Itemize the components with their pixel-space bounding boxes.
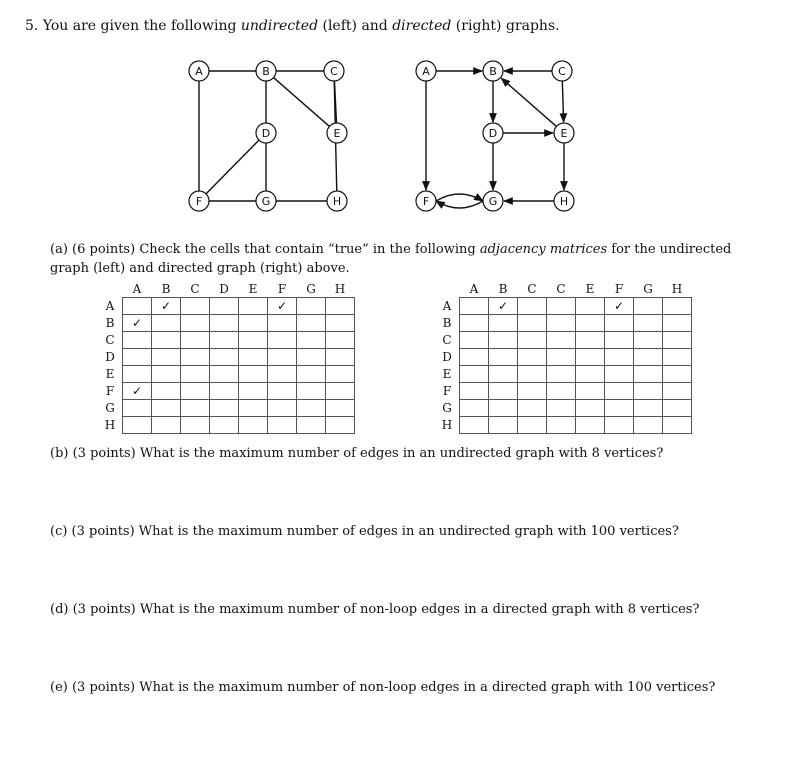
right-matrix-cell-3-5[interactable] — [605, 349, 634, 366]
left-matrix-row-C — [98, 332, 355, 349]
left-matrix-cell-3-6[interactable] — [297, 349, 326, 366]
node-label-H: H — [332, 195, 342, 208]
right-matrix-cell-6-2[interactable] — [518, 400, 547, 417]
edge-E-B — [501, 78, 556, 126]
right-matrix-row-header-D: D — [442, 350, 452, 364]
left-matrix-cell-4-3[interactable] — [210, 366, 239, 383]
right-matrix-row-E — [435, 366, 692, 383]
right-matrix-cell-7-6[interactable] — [634, 417, 663, 434]
left-matrix-row-header-C: C — [105, 333, 115, 347]
right-matrix-cell-5-0[interactable] — [460, 383, 489, 400]
right-matrix-row-F — [435, 383, 692, 400]
left-matrix-cell-0-2[interactable] — [181, 298, 210, 315]
left-matrix-cell-0-7[interactable] — [326, 298, 355, 315]
right-matrix-cell-6-3[interactable] — [547, 400, 576, 417]
left-matrix-cell-1-7[interactable] — [326, 315, 355, 332]
left-matrix-cell-2-6[interactable] — [297, 332, 326, 349]
right-matrix-cell-2-0[interactable] — [460, 332, 489, 349]
left-matrix-cell-2-5[interactable] — [268, 332, 297, 349]
left-matrix-cell-6-5[interactable] — [268, 400, 297, 417]
right-matrix-col-header-1: B — [498, 282, 508, 296]
right-matrix-cell-7-1[interactable] — [489, 417, 518, 434]
right-matrix-cell-1-4[interactable] — [576, 315, 605, 332]
left-matrix-col-header-1: B — [161, 282, 171, 296]
left-matrix-cell-5-4[interactable] — [239, 383, 268, 400]
left-matrix-cell-1-4[interactable] — [239, 315, 268, 332]
right-matrix-cell-2-3[interactable] — [547, 332, 576, 349]
right-matrix-cell-2-7[interactable] — [663, 332, 692, 349]
right-matrix-cell-7-3[interactable] — [547, 417, 576, 434]
left-matrix-row-A — [98, 298, 355, 315]
right-matrix-col-header-2: C — [527, 282, 537, 296]
adjacency-matrix-directed — [435, 281, 692, 434]
left-matrix-cell-7-1[interactable] — [152, 417, 181, 434]
right-matrix-row-header-H: H — [441, 418, 453, 432]
node-label-B: B — [489, 65, 497, 78]
left-matrix-cell-7-7[interactable] — [326, 417, 355, 434]
right-matrix-cell-1-7[interactable] — [663, 315, 692, 332]
right-matrix-cell-5-4[interactable] — [576, 383, 605, 400]
left-matrix-cell-4-5[interactable] — [268, 366, 297, 383]
left-matrix-cell-0-3[interactable] — [210, 298, 239, 315]
left-matrix-cell-1-2[interactable] — [181, 315, 210, 332]
part-a-text1: Check the cells that contain “true” in the following — [139, 242, 480, 257]
part-e: (e) (3 points) What is the maximum number of non-loop edges in a directed graph with 100 vertices? — [50, 680, 716, 695]
left-matrix-row-header-A: A — [105, 299, 115, 313]
right-matrix-cell-6-5[interactable] — [605, 400, 634, 417]
left-matrix-cell-5-5[interactable] — [268, 383, 297, 400]
right-matrix-cell-4-6[interactable] — [634, 366, 663, 383]
node-label-E: E — [560, 127, 568, 140]
right-matrix-cell-1-0[interactable] — [460, 315, 489, 332]
right-matrix-row-header-B: B — [442, 316, 452, 330]
right-matrix-col-header-0: A — [469, 282, 479, 296]
part-a-text2: for the undirected graph (left) and directed graph (right) above. — [50, 242, 732, 276]
node-label-F: F — [422, 195, 430, 208]
right-matrix-cell-6-7[interactable] — [663, 400, 692, 417]
right-matrix-col-header-6: G — [643, 282, 653, 296]
left-matrix-cell-2-3[interactable] — [210, 332, 239, 349]
left-matrix-cell-3-0[interactable] — [123, 349, 152, 366]
left-matrix-cell-0-4[interactable] — [239, 298, 268, 315]
intro-pre: You are given the following — [42, 18, 241, 34]
right-matrix-row-header-A: A — [442, 299, 452, 313]
left-matrix-cell-1-3[interactable] — [210, 315, 239, 332]
left-matrix-cell-1-0[interactable]: ✓ — [123, 315, 152, 332]
left-matrix-cell-2-1[interactable] — [152, 332, 181, 349]
left-matrix-col-header-2: C — [190, 282, 200, 296]
right-matrix-cell-0-1[interactable]: ✓ — [489, 298, 518, 315]
node-label-C: C — [558, 65, 566, 78]
graphs-figure — [0, 0, 793, 235]
right-matrix-cell-1-6[interactable] — [634, 315, 663, 332]
left-matrix-cell-5-7[interactable] — [326, 383, 355, 400]
right-matrix-row-A — [435, 298, 692, 315]
right-matrix-cell-4-1[interactable] — [489, 366, 518, 383]
part-a-emphasis: adjacency matrices — [479, 242, 608, 257]
node-label-F: F — [195, 195, 203, 208]
left-matrix-cell-5-0[interactable]: ✓ — [123, 383, 152, 400]
right-matrix-cell-5-2[interactable] — [518, 383, 547, 400]
right-matrix-cell-6-4[interactable] — [576, 400, 605, 417]
right-matrix-cell-5-3[interactable] — [547, 383, 576, 400]
right-matrix-row-header-G: G — [442, 401, 452, 415]
right-matrix-cell-5-1[interactable] — [489, 383, 518, 400]
left-matrix-cell-4-2[interactable] — [181, 366, 210, 383]
right-matrix-cell-1-5[interactable] — [605, 315, 634, 332]
node-label-B: B — [262, 65, 270, 78]
left-matrix-row-header-D: D — [105, 350, 115, 364]
edge-B-E — [274, 78, 330, 127]
intro-mid: (left) and — [318, 18, 393, 34]
left-matrix-col-header-0: A — [132, 282, 142, 296]
right-matrix-cell-0-4[interactable] — [576, 298, 605, 315]
right-matrix-cell-2-2[interactable] — [518, 332, 547, 349]
left-matrix-cell-1-6[interactable] — [297, 315, 326, 332]
right-matrix-cell-7-5[interactable] — [605, 417, 634, 434]
left-matrix-cell-7-4[interactable] — [239, 417, 268, 434]
right-matrix-cell-7-2[interactable] — [518, 417, 547, 434]
left-matrix-cell-6-3[interactable] — [210, 400, 239, 417]
left-matrix-cell-7-0[interactable] — [123, 417, 152, 434]
node-label-E: E — [333, 127, 341, 140]
left-matrix-row-B — [98, 315, 355, 332]
node-label-C: C — [330, 65, 338, 78]
right-matrix-cell-7-0[interactable] — [460, 417, 489, 434]
right-matrix-cell-0-2[interactable] — [518, 298, 547, 315]
directed-graph — [416, 61, 574, 211]
right-matrix-cell-3-7[interactable] — [663, 349, 692, 366]
left-matrix-cell-5-1[interactable] — [152, 383, 181, 400]
left-matrix-cell-5-6[interactable] — [297, 383, 326, 400]
left-matrix-cell-3-5[interactable] — [268, 349, 297, 366]
left-matrix-cell-6-7[interactable] — [326, 400, 355, 417]
right-matrix-cell-2-4[interactable] — [576, 332, 605, 349]
right-matrix-cell-0-6[interactable] — [634, 298, 663, 315]
edge-G-F — [436, 201, 483, 208]
left-matrix-cell-5-2[interactable] — [181, 383, 210, 400]
left-matrix-cell-4-0[interactable] — [123, 366, 152, 383]
right-matrix-cell-2-1[interactable] — [489, 332, 518, 349]
node-label-A: A — [195, 65, 203, 78]
edge-C-E — [562, 81, 563, 122]
part-a-points: (6 points) — [72, 242, 136, 257]
node-label-H: H — [559, 195, 569, 208]
right-matrix-row-G — [435, 400, 692, 417]
left-matrix-cell-7-5[interactable] — [268, 417, 297, 434]
right-matrix-cell-7-4[interactable] — [576, 417, 605, 434]
edge-F-G — [436, 194, 483, 201]
left-matrix-col-header-5: F — [277, 282, 287, 296]
right-matrix-cell-0-7[interactable] — [663, 298, 692, 315]
right-matrix-cell-0-0[interactable] — [460, 298, 489, 315]
left-matrix-cell-0-0[interactable] — [123, 298, 152, 315]
right-matrix-col-header-7: H — [671, 282, 683, 296]
left-matrix-cell-3-3[interactable] — [210, 349, 239, 366]
node-label-A: A — [422, 65, 430, 78]
left-matrix-cell-0-5[interactable]: ✓ — [268, 298, 297, 315]
left-matrix-cell-6-0[interactable] — [123, 400, 152, 417]
right-matrix-cell-3-3[interactable] — [547, 349, 576, 366]
left-matrix-cell-7-3[interactable] — [210, 417, 239, 434]
left-matrix-row-F — [98, 383, 355, 400]
left-matrix-cell-1-5[interactable] — [268, 315, 297, 332]
left-matrix-cell-4-1[interactable] — [152, 366, 181, 383]
right-matrix-cell-5-5[interactable] — [605, 383, 634, 400]
left-matrix-cell-4-4[interactable] — [239, 366, 268, 383]
left-matrix-cell-3-4[interactable] — [239, 349, 268, 366]
left-matrix-cell-6-4[interactable] — [239, 400, 268, 417]
left-matrix-cell-5-3[interactable] — [210, 383, 239, 400]
right-matrix-cell-4-7[interactable] — [663, 366, 692, 383]
right-matrix-cell-7-7[interactable] — [663, 417, 692, 434]
left-matrix-row-header-E: E — [105, 367, 115, 381]
left-matrix-col-header-3: D — [219, 282, 229, 296]
left-matrix-col-header-4: E — [248, 282, 258, 296]
left-matrix-cell-4-7[interactable] — [326, 366, 355, 383]
right-matrix-cell-2-5[interactable] — [605, 332, 634, 349]
left-matrix-cell-2-0[interactable] — [123, 332, 152, 349]
intro-undirected: undirected — [240, 18, 319, 34]
left-matrix-cell-3-1[interactable] — [152, 349, 181, 366]
right-matrix-cell-0-3[interactable] — [547, 298, 576, 315]
node-label-G: G — [488, 195, 498, 208]
left-matrix-cell-0-1[interactable]: ✓ — [152, 298, 181, 315]
right-matrix-row-header-F: F — [442, 384, 452, 398]
left-matrix-row-header-F: F — [105, 384, 115, 398]
left-matrix-cell-3-7[interactable] — [326, 349, 355, 366]
left-matrix-row-H — [98, 417, 355, 434]
question-number: 5. — [25, 18, 39, 34]
left-matrix-cell-2-4[interactable] — [239, 332, 268, 349]
left-matrix-cell-3-2[interactable] — [181, 349, 210, 366]
right-matrix-row-D — [435, 349, 692, 366]
left-matrix-cell-0-6[interactable] — [297, 298, 326, 315]
undirected-graph — [189, 61, 347, 211]
left-matrix-cell-1-1[interactable] — [152, 315, 181, 332]
right-matrix-row-B — [435, 315, 692, 332]
matrix-right-wrap — [435, 281, 692, 434]
matrix-left-wrap — [98, 281, 355, 434]
intro-end: (right) graphs. — [451, 18, 560, 34]
right-matrix-cell-3-0[interactable] — [460, 349, 489, 366]
left-matrix-cell-7-2[interactable] — [181, 417, 210, 434]
left-matrix-cell-6-2[interactable] — [181, 400, 210, 417]
right-matrix-cell-2-6[interactable] — [634, 332, 663, 349]
left-matrix-col-header-7: H — [334, 282, 346, 296]
right-matrix-cell-6-6[interactable] — [634, 400, 663, 417]
left-matrix-row-header-G: G — [105, 401, 115, 415]
right-matrix-cell-3-1[interactable] — [489, 349, 518, 366]
left-matrix-row-header-H: H — [104, 418, 116, 432]
right-matrix-cell-4-4[interactable] — [576, 366, 605, 383]
right-matrix-cell-6-0[interactable] — [460, 400, 489, 417]
part-c: (c) (3 points) What is the maximum number of edges in an undirected graph with 100 vertices? — [50, 524, 679, 539]
right-matrix-cell-4-0[interactable] — [460, 366, 489, 383]
left-matrix-cell-2-2[interactable] — [181, 332, 210, 349]
right-matrix-cell-5-7[interactable] — [663, 383, 692, 400]
left-matrix-row-G — [98, 400, 355, 417]
left-matrix-cell-7-6[interactable] — [297, 417, 326, 434]
right-matrix-cell-1-1[interactable] — [489, 315, 518, 332]
right-matrix-row-header-C: C — [442, 333, 452, 347]
right-matrix-col-header-5: F — [614, 282, 624, 296]
right-matrix-cell-4-5[interactable] — [605, 366, 634, 383]
part-b: (b) (3 points) What is the maximum number of edges in an undirected graph with 8 vertices? — [50, 446, 664, 461]
intro-directed: directed — [392, 18, 452, 34]
right-matrix-col-header-3: C — [556, 282, 566, 296]
left-matrix-cell-4-6[interactable] — [297, 366, 326, 383]
right-matrix-cell-6-1[interactable] — [489, 400, 518, 417]
left-matrix-cell-6-6[interactable] — [297, 400, 326, 417]
right-matrix-cell-3-4[interactable] — [576, 349, 605, 366]
part-a-label: (a) — [50, 242, 68, 257]
left-matrix-col-header-6: G — [306, 282, 316, 296]
part-a — [50, 240, 740, 278]
right-matrix-row-header-E: E — [442, 367, 452, 381]
node-label-D: D — [488, 127, 498, 140]
right-matrix-cell-4-2[interactable] — [518, 366, 547, 383]
right-matrix-cell-5-6[interactable] — [634, 383, 663, 400]
left-matrix-row-D — [98, 349, 355, 366]
right-matrix-cell-1-3[interactable] — [547, 315, 576, 332]
right-matrix-row-H — [435, 417, 692, 434]
left-matrix-row-header-B: B — [105, 316, 115, 330]
right-matrix-cell-1-2[interactable] — [518, 315, 547, 332]
left-matrix-row-E — [98, 366, 355, 383]
node-label-D: D — [261, 127, 271, 140]
left-matrix-cell-6-1[interactable] — [152, 400, 181, 417]
right-matrix-row-C — [435, 332, 692, 349]
edge-D-F — [206, 140, 259, 194]
right-matrix-cell-3-6[interactable] — [634, 349, 663, 366]
right-matrix-cell-4-3[interactable] — [547, 366, 576, 383]
part-d: (d) (3 points) What is the maximum number of non-loop edges in a directed graph with 8 vertices? — [50, 602, 700, 617]
adjacency-matrix-undirected — [98, 281, 355, 434]
right-matrix-cell-3-2[interactable] — [518, 349, 547, 366]
right-matrix-cell-0-5[interactable]: ✓ — [605, 298, 634, 315]
right-matrix-col-header-4: E — [585, 282, 595, 296]
left-matrix-cell-2-7[interactable] — [326, 332, 355, 349]
node-label-G: G — [261, 195, 271, 208]
